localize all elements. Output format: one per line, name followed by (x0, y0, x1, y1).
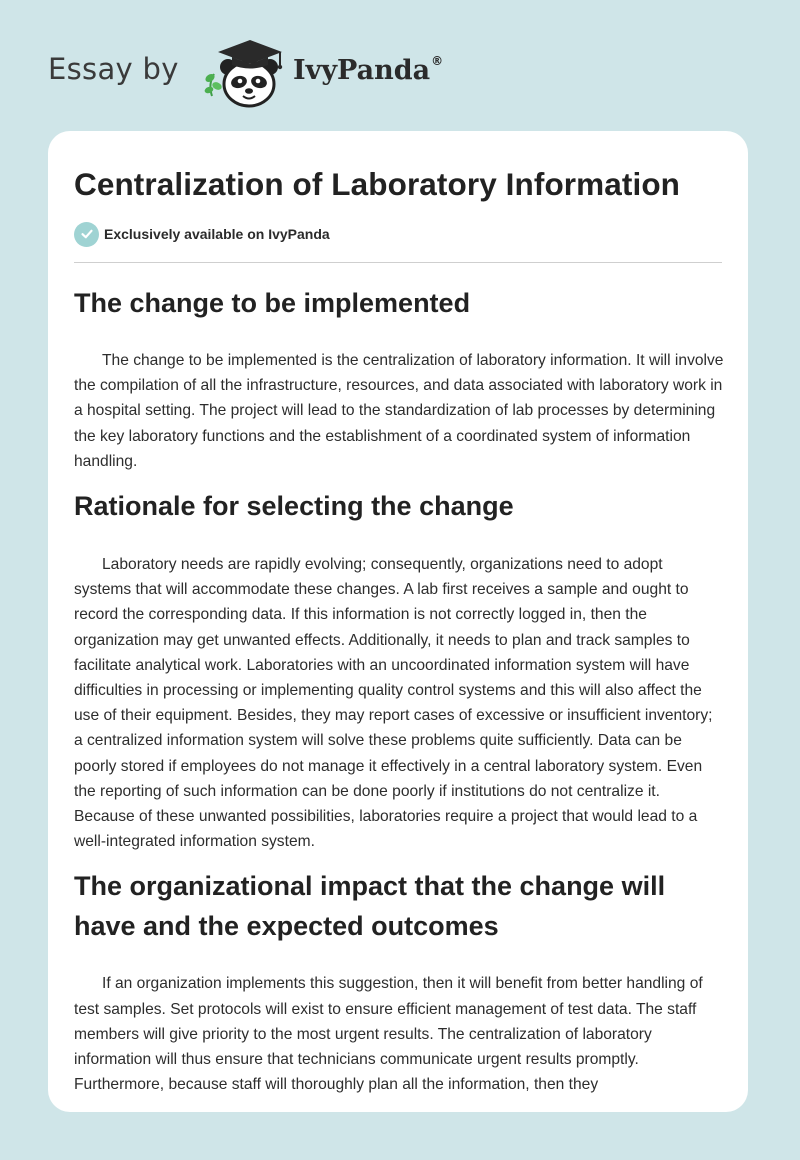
site-header (0, 0, 800, 130)
panda-graduate-icon[interactable] (200, 34, 292, 110)
page-title: Centralization of Laboratory Information (74, 166, 681, 202)
registered-mark: ® (431, 54, 444, 68)
section-heading: Rationale for selecting the change (74, 491, 514, 522)
section-paragraph: Laboratory needs are rapidly evolving; consequently, organizations need to adopt systems that will accommodate these changes. A lab first receives a sample and ought to record the corresponding data. If this information is not correctly logged in, then the organization may get unwanted effects. Additionally, it needs to plan and track samples to facilitate analytical work. Laboratories with an uncoordinated information system will have difficulties in processing or implementing quality control systems and this will also affect the use of their equipment. Besides, they may report cases of excessive or insufficient inventory; a centralized information system will solve these problems quite sufficiently. Data can be poorly stored if employees do not manage it effectively in a central laboratory system. Even the reporting of such information can be done poorly if institutions do not centralize it. Because of these unwanted possibilities, laboratories require a project that would lead to a well-integrated information system. (74, 556, 713, 851)
section-heading: The change to be implemented (74, 288, 471, 318)
exclusive-label: Exclusively available on IvyPanda (104, 226, 330, 242)
exclusive-badge (74, 221, 724, 247)
section-paragraph: The change to be implemented is the centralization of laboratory information. It will involve the compilation of all the infrastructure, resources, and data associated with laboratory work in a hospital setting. The project will lead to the standardization of lab processes by determining the key laboratory functions and the establishment of a coordinated system of information handling. (74, 352, 724, 470)
essay-card (48, 131, 748, 1112)
title-divider (74, 262, 722, 263)
check-icon (74, 222, 99, 247)
essay-content (74, 165, 724, 1097)
section-heading: The organizational impact that the change will have and the expected outcomes (74, 871, 666, 942)
section-paragraph: If an organization implements this suggestion, then it will benefit from better handling of test samples. Set protocols will exist to ensure efficient management of test data. The staff members will give priority to the most urgent results. The centralization of laboratory information will thus ensure that technicians communicate urgent results promptly. Furthermore, because staff will thoroughly plan all the information, then they (74, 975, 703, 1094)
brand-prefix: Essay by (48, 52, 179, 86)
brand-name[interactable] (293, 55, 443, 86)
brand-name-text: IvyPanda (293, 55, 431, 86)
